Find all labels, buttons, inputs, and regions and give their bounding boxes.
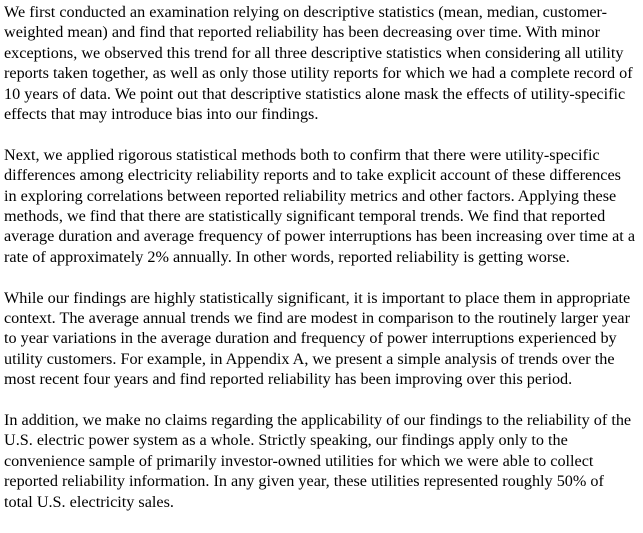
text-line: U.S. electric power system as a whole. Strictly speaking, our findings apply only to the <box>4 431 568 450</box>
text-line: most recent four years and find reported reliability has been improving over this period. <box>4 370 573 389</box>
text-line: reports taken together, as well as only those utility reports for which we had a complete record of <box>4 64 633 83</box>
text-line: Next, we applied rigorous statistical methods both to confirm that there were utility-specific <box>4 145 600 164</box>
text-line: exceptions, we observed this trend for all three descriptive statistics when considering all utility <box>4 43 624 62</box>
paragraph-applicability <box>4 410 643 512</box>
text-line: weighted mean) and find that reported reliability has been decreasing over time. With minor <box>4 23 600 42</box>
text-line: effects that may introduce bias into our findings. <box>4 105 319 124</box>
document-body <box>4 2 643 533</box>
paragraph-context <box>4 288 643 390</box>
paragraph-statistical-methods <box>4 145 643 267</box>
text-line: utility customers. For example, in Appendix A, we present a simple analysis of trends over the <box>4 349 615 368</box>
text-line: While our findings are highly statistically significant, it is important to place them in appropriate <box>4 288 631 307</box>
text-line: differences among electricity reliability reports and to take explicit account of these differences <box>4 166 621 185</box>
text-line: total U.S. electricity sales. <box>4 492 174 511</box>
text-line: context. The average annual trends we find are modest in comparison to the routinely larger year <box>4 309 630 328</box>
text-line: 10 years of data. We point out that descriptive statistics alone mask the effects of utility-specific <box>4 84 626 103</box>
text-line: average duration and average frequency of power interruptions has been increasing over time at a <box>4 227 636 246</box>
text-line: convenience sample of primarily investor-owned utilities for which we were able to collect <box>4 451 594 470</box>
text-line: to year variations in the average duration and frequency of power interruptions experienced by <box>4 329 617 348</box>
text-line: rate of approximately 2% annually. In other words, reported reliability is getting worse. <box>4 247 570 266</box>
text-line: In addition, we make no claims regarding the applicability of our findings to the reliability of the <box>4 411 632 430</box>
paragraph-descriptive-statistics <box>4 2 643 124</box>
text-line: in exploring correlations between reported reliability metrics and other factors. Applying these <box>4 186 617 205</box>
text-line: We first conducted an examination relying on descriptive statistics (mean, median, customer- <box>4 3 607 21</box>
text-line: methods, we find that there are statistically significant temporal trends. We find that reported <box>4 207 606 226</box>
text-line: reported reliability information. In any given year, these utilities represented roughly 50% of <box>4 472 604 491</box>
